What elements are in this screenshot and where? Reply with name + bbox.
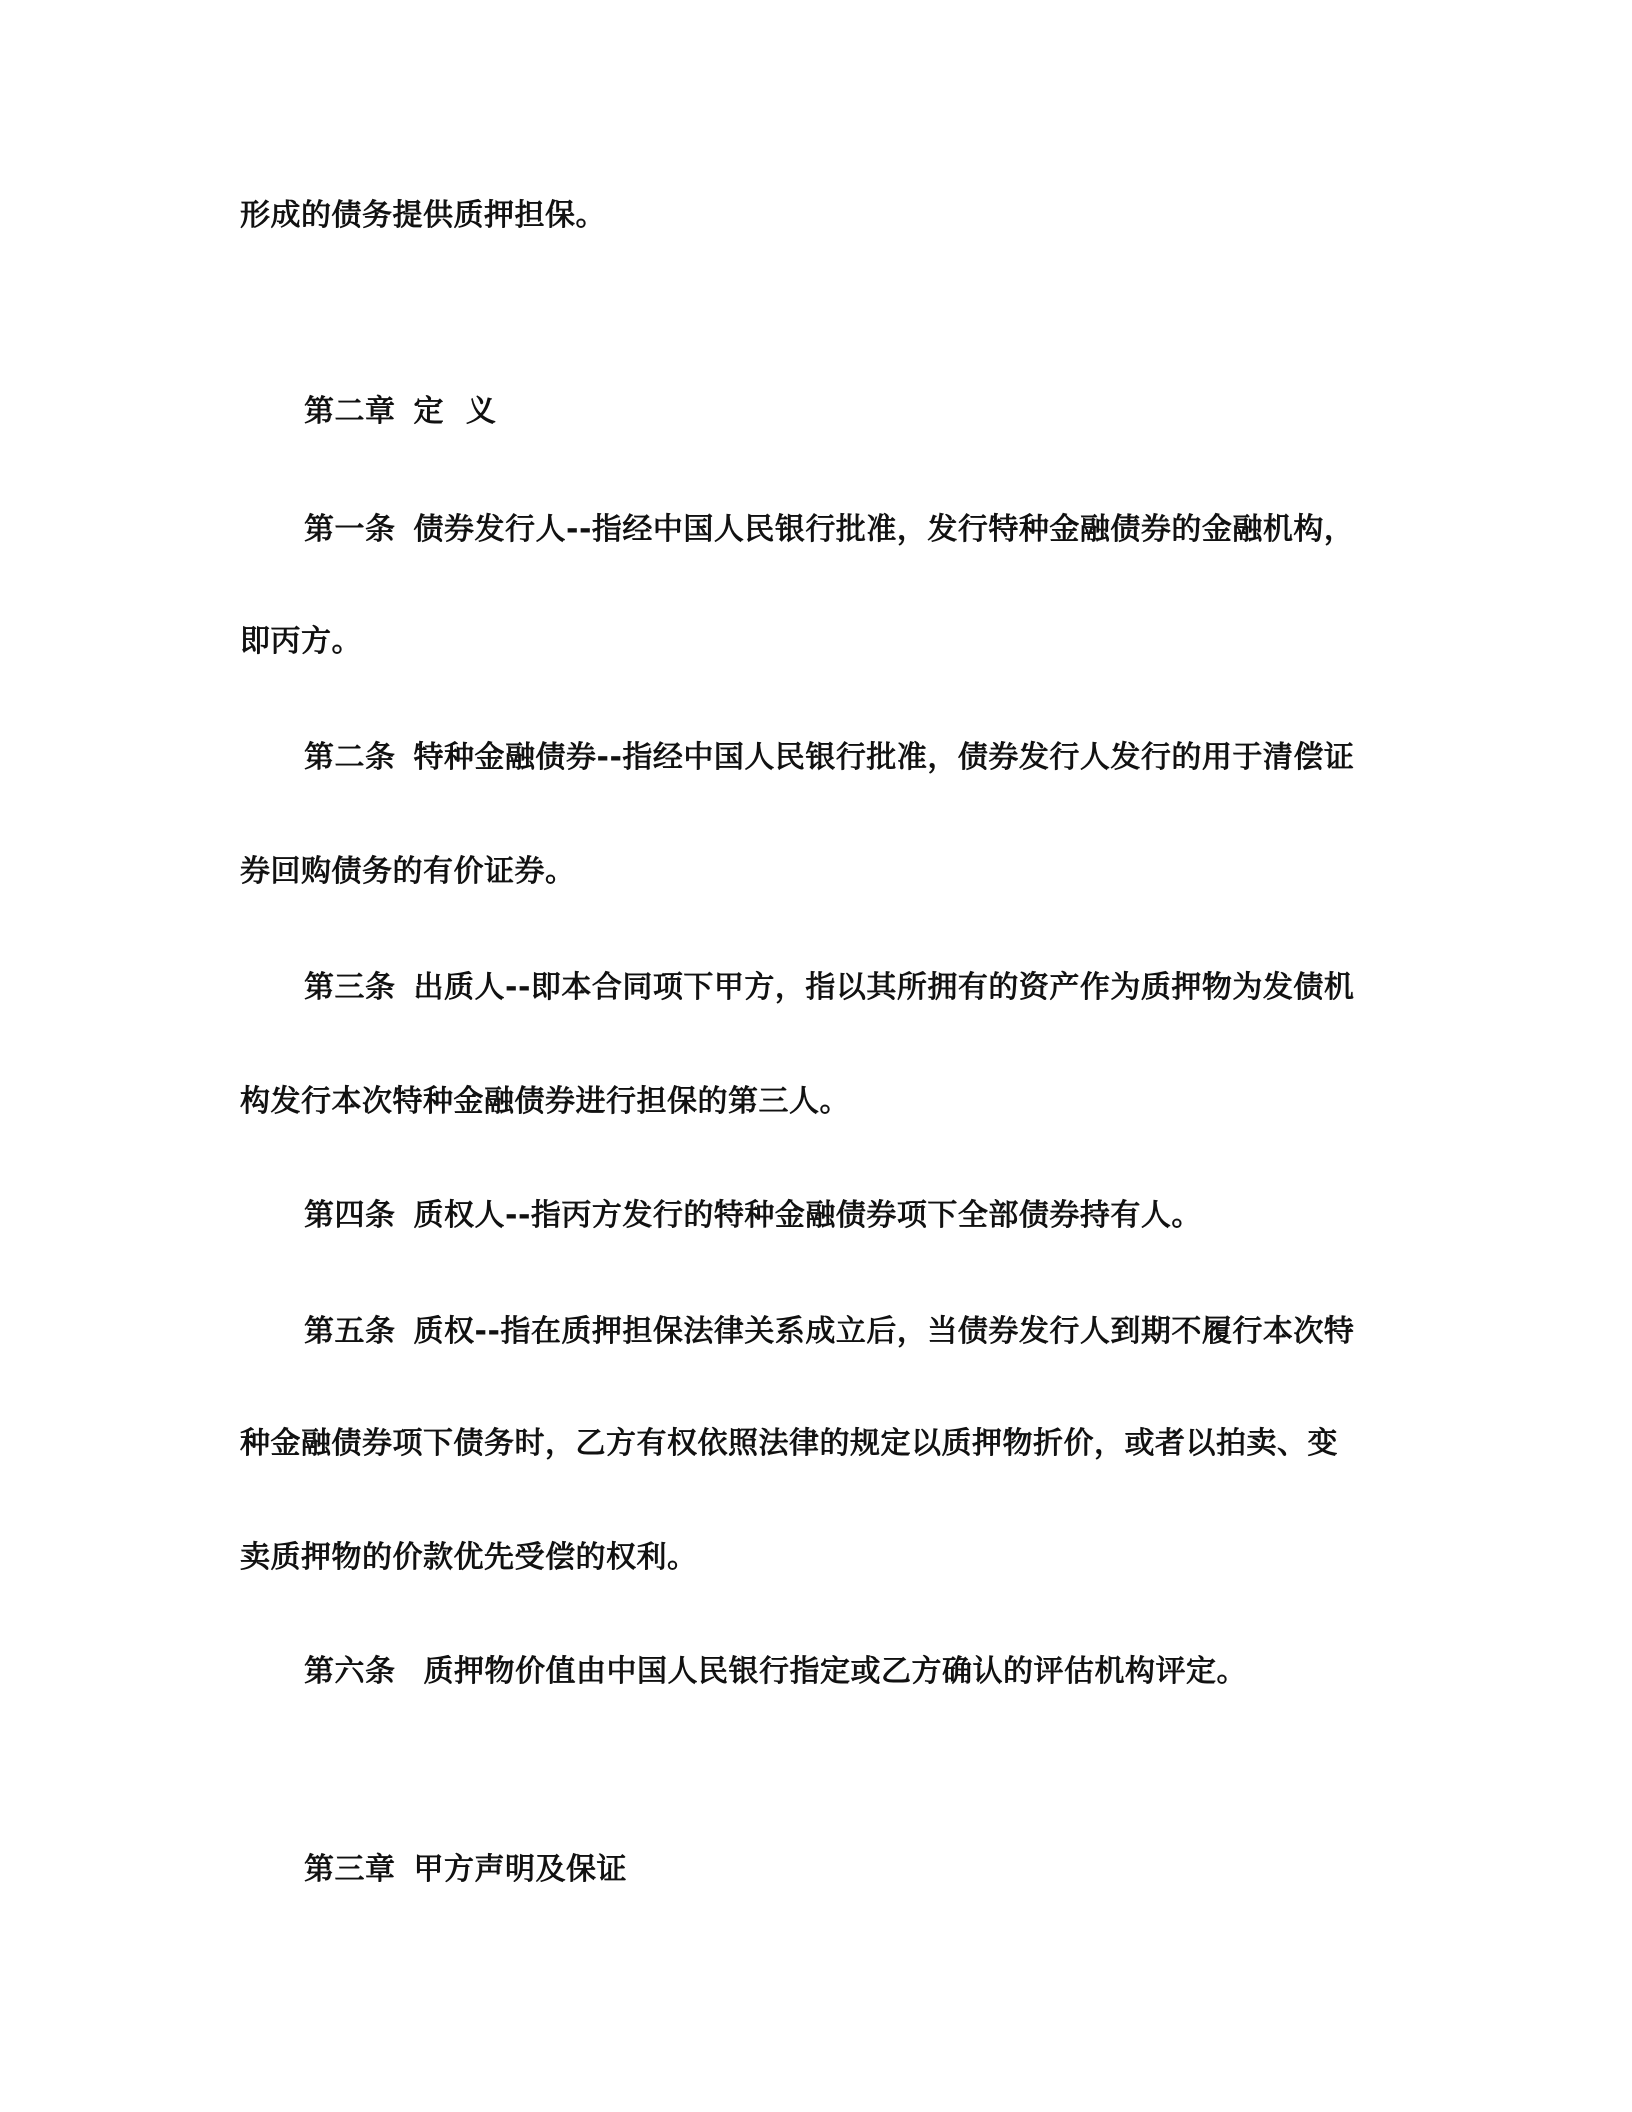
paragraph-line	[240, 196, 606, 236]
article-number: 第五条	[304, 1314, 396, 1349]
article-number: 第四条	[304, 1198, 396, 1233]
article-number: 第二条	[304, 740, 396, 775]
paragraph-line	[240, 1082, 850, 1122]
paragraph-line	[240, 1538, 698, 1578]
article-number: 第三条	[304, 970, 396, 1005]
paragraph-line	[240, 1424, 1338, 1464]
article-line	[304, 1312, 1354, 1352]
chapter-number: 第三章	[304, 1852, 396, 1887]
article-number: 第六条	[304, 1654, 396, 1689]
text: 即丙方。	[240, 624, 362, 659]
chapter-heading	[304, 392, 496, 432]
text: 构发行本次特种金融债券进行担保的第三人。	[240, 1084, 850, 1119]
text: 券回购债务的有价证券。	[240, 854, 576, 889]
article-line	[304, 510, 1354, 550]
chapter-number: 第二章	[304, 394, 396, 429]
article-text: 质权人--指丙方发行的特种金融债券项下全部债券持有人。	[413, 1198, 1202, 1233]
chapter-heading	[304, 1850, 627, 1890]
article-number: 第一条	[304, 512, 396, 547]
paragraph-line	[240, 852, 576, 892]
text: 卖质押物的价款优先受偿的权利。	[240, 1540, 698, 1575]
chapter-title: 甲方声明及保证	[413, 1852, 627, 1887]
text: 形成的债务提供质押担保。	[240, 198, 606, 233]
paragraph-line	[240, 622, 362, 662]
chapter-title: 定 义	[413, 394, 497, 429]
article-text: 出质人--即本合同项下甲方，指以其所拥有的资产作为质押物为发债机	[413, 970, 1355, 1005]
article-text: 债券发行人--指经中国人民银行批准，发行特种金融债券的金融机构，	[413, 512, 1355, 547]
article-text: 特种金融债券--指经中国人民银行批准，债券发行人发行的用于清偿证	[413, 740, 1355, 775]
article-line	[304, 968, 1354, 1008]
article-text: 质权--指在质押担保法律关系成立后，当债券发行人到期不履行本次特	[413, 1314, 1355, 1349]
text: 种金融债券项下债务时，乙方有权依照法律的规定以质押物折价，或者以拍卖、变	[240, 1426, 1338, 1461]
article-line	[304, 1652, 1247, 1692]
article-text: 质押物价值由中国人民银行指定或乙方确认的评估机构评定。	[423, 1654, 1247, 1689]
article-line	[304, 1196, 1202, 1236]
article-line	[304, 738, 1354, 778]
